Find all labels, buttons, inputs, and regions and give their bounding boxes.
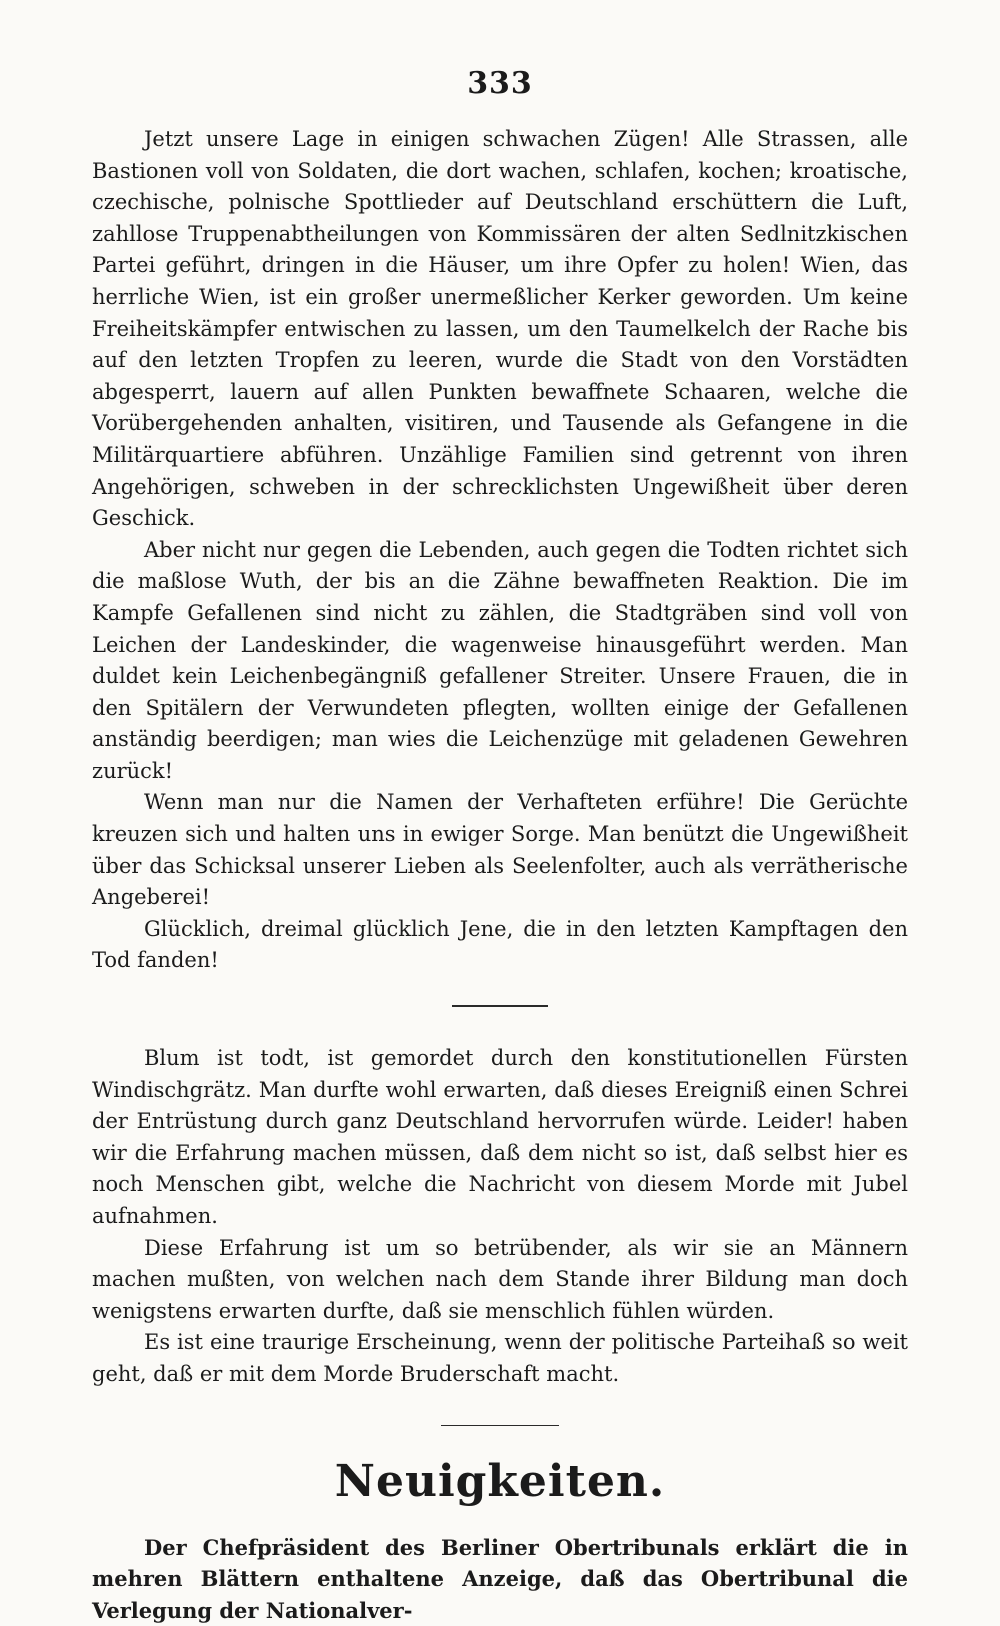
page-body [92,124,908,1626]
paragraph: Jetzt unsere Lage in einigen schwachen Zügen! Alle Strassen, alle Bastionen voll von Soldaten, die dort wachen, schlafen, kochen; kroatische, czechische, polnische Spottlieder auf Deutschland erschüttern die Luft, zahllose Truppenabtheilungen von Kommissären der alten Sedlnitzkischen Partei geführt, dringen in die Häuser, um ihre Opfer zu holen! Wien, das herrliche Wien, ist ein großer unermeßlicher Kerker geworden. Um keine Freiheitskämpfer entwischen zu lassen, um den Taumelkelch der Rache bis auf den letzten Tropfen zu leeren, wurde die Stadt von den Vorstädten abgesperrt, lauern auf allen Punkten bewaffnete Schaaren, welche die Vorübergehenden anhalten, visitiren, und Tausende als Gefangene in die Militärquartiere abführen. Unzählige Familien sind getrennt von ihren Angehörigen, schweben in der schrecklichsten Ungewißheit über deren Geschick. [92,127,908,531]
paragraph: Diese Erfahrung ist um so betrübender, als wir sie an Männern machen mußten, von welchen nach dem Stande ihrer Bildung man doch wenigstens erwarten durfte, daß sie menschlich fühlen würden. [92,1235,908,1323]
paragraph: Der Chefpräsident des Berliner Obertribunals erklärt die in mehren Blättern enthaltene Anzeige, daß das Obertribunal die Verlegung der Nationalver- [92,1534,908,1623]
paragraph: Blum ist todt, ist gemordet durch den konstitutionellen Fürsten Windischgrätz. Man durfte wohl erwarten, daß dieses Ereigniß einen Schrei der Entrüstung durch ganz Deutschland hervorrufen würde. Leider! haben wir die Erfahrung machen müssen, daß dem nicht so ist, daß selbst hier es noch Menschen gibt, welche die Nachricht von diesem Morde mit Jubel aufnahmen. [92,1046,908,1228]
page-number: 333 [467,66,533,101]
paragraph: Wenn man nur die Namen der Verhafteten erführe! Die Gerüchte kreuzen sich und halten uns in ewiger Sorge. Man benützt die Ungewißheit über das Schicksal unserer Lieben als Seelenfolter, auch als verrätherische Angeberei! [92,790,908,910]
paragraph: Glücklich, dreimal glücklich Jene, die in den letzten Kampftagen den Tod fanden! [92,916,908,973]
paragraph: Aber nicht nur gegen die Lebenden, auch gegen die Todten richtet sich die maßlose Wuth, der bis an die Zähne bewaffneten Reaktion. Die im Kampfe Gefallenen sind nicht zu zählen, die Stadtgräben sind voll von Leichen der Landeskinder, die wagenweise hinausgeführt werden. Man duldet kein Leichenbegängniß gefallener Streiter. Unsere Frauen, die in den Spitälern der Verwundeten pflegten, wollten einige der Gefallenen anständig beerdigen; man wies die Leichenzüge mit geladenen Gewehren zurück! [92,537,908,783]
section-divider [441,1425,559,1426]
section-heading: Neuigkeiten. [334,1455,666,1507]
section-divider [452,1005,548,1007]
paragraph: Es ist eine traurige Erscheinung, wenn der politische Parteihaß so weit geht, daß er mit dem Morde Bruderschaft macht. [92,1330,908,1386]
